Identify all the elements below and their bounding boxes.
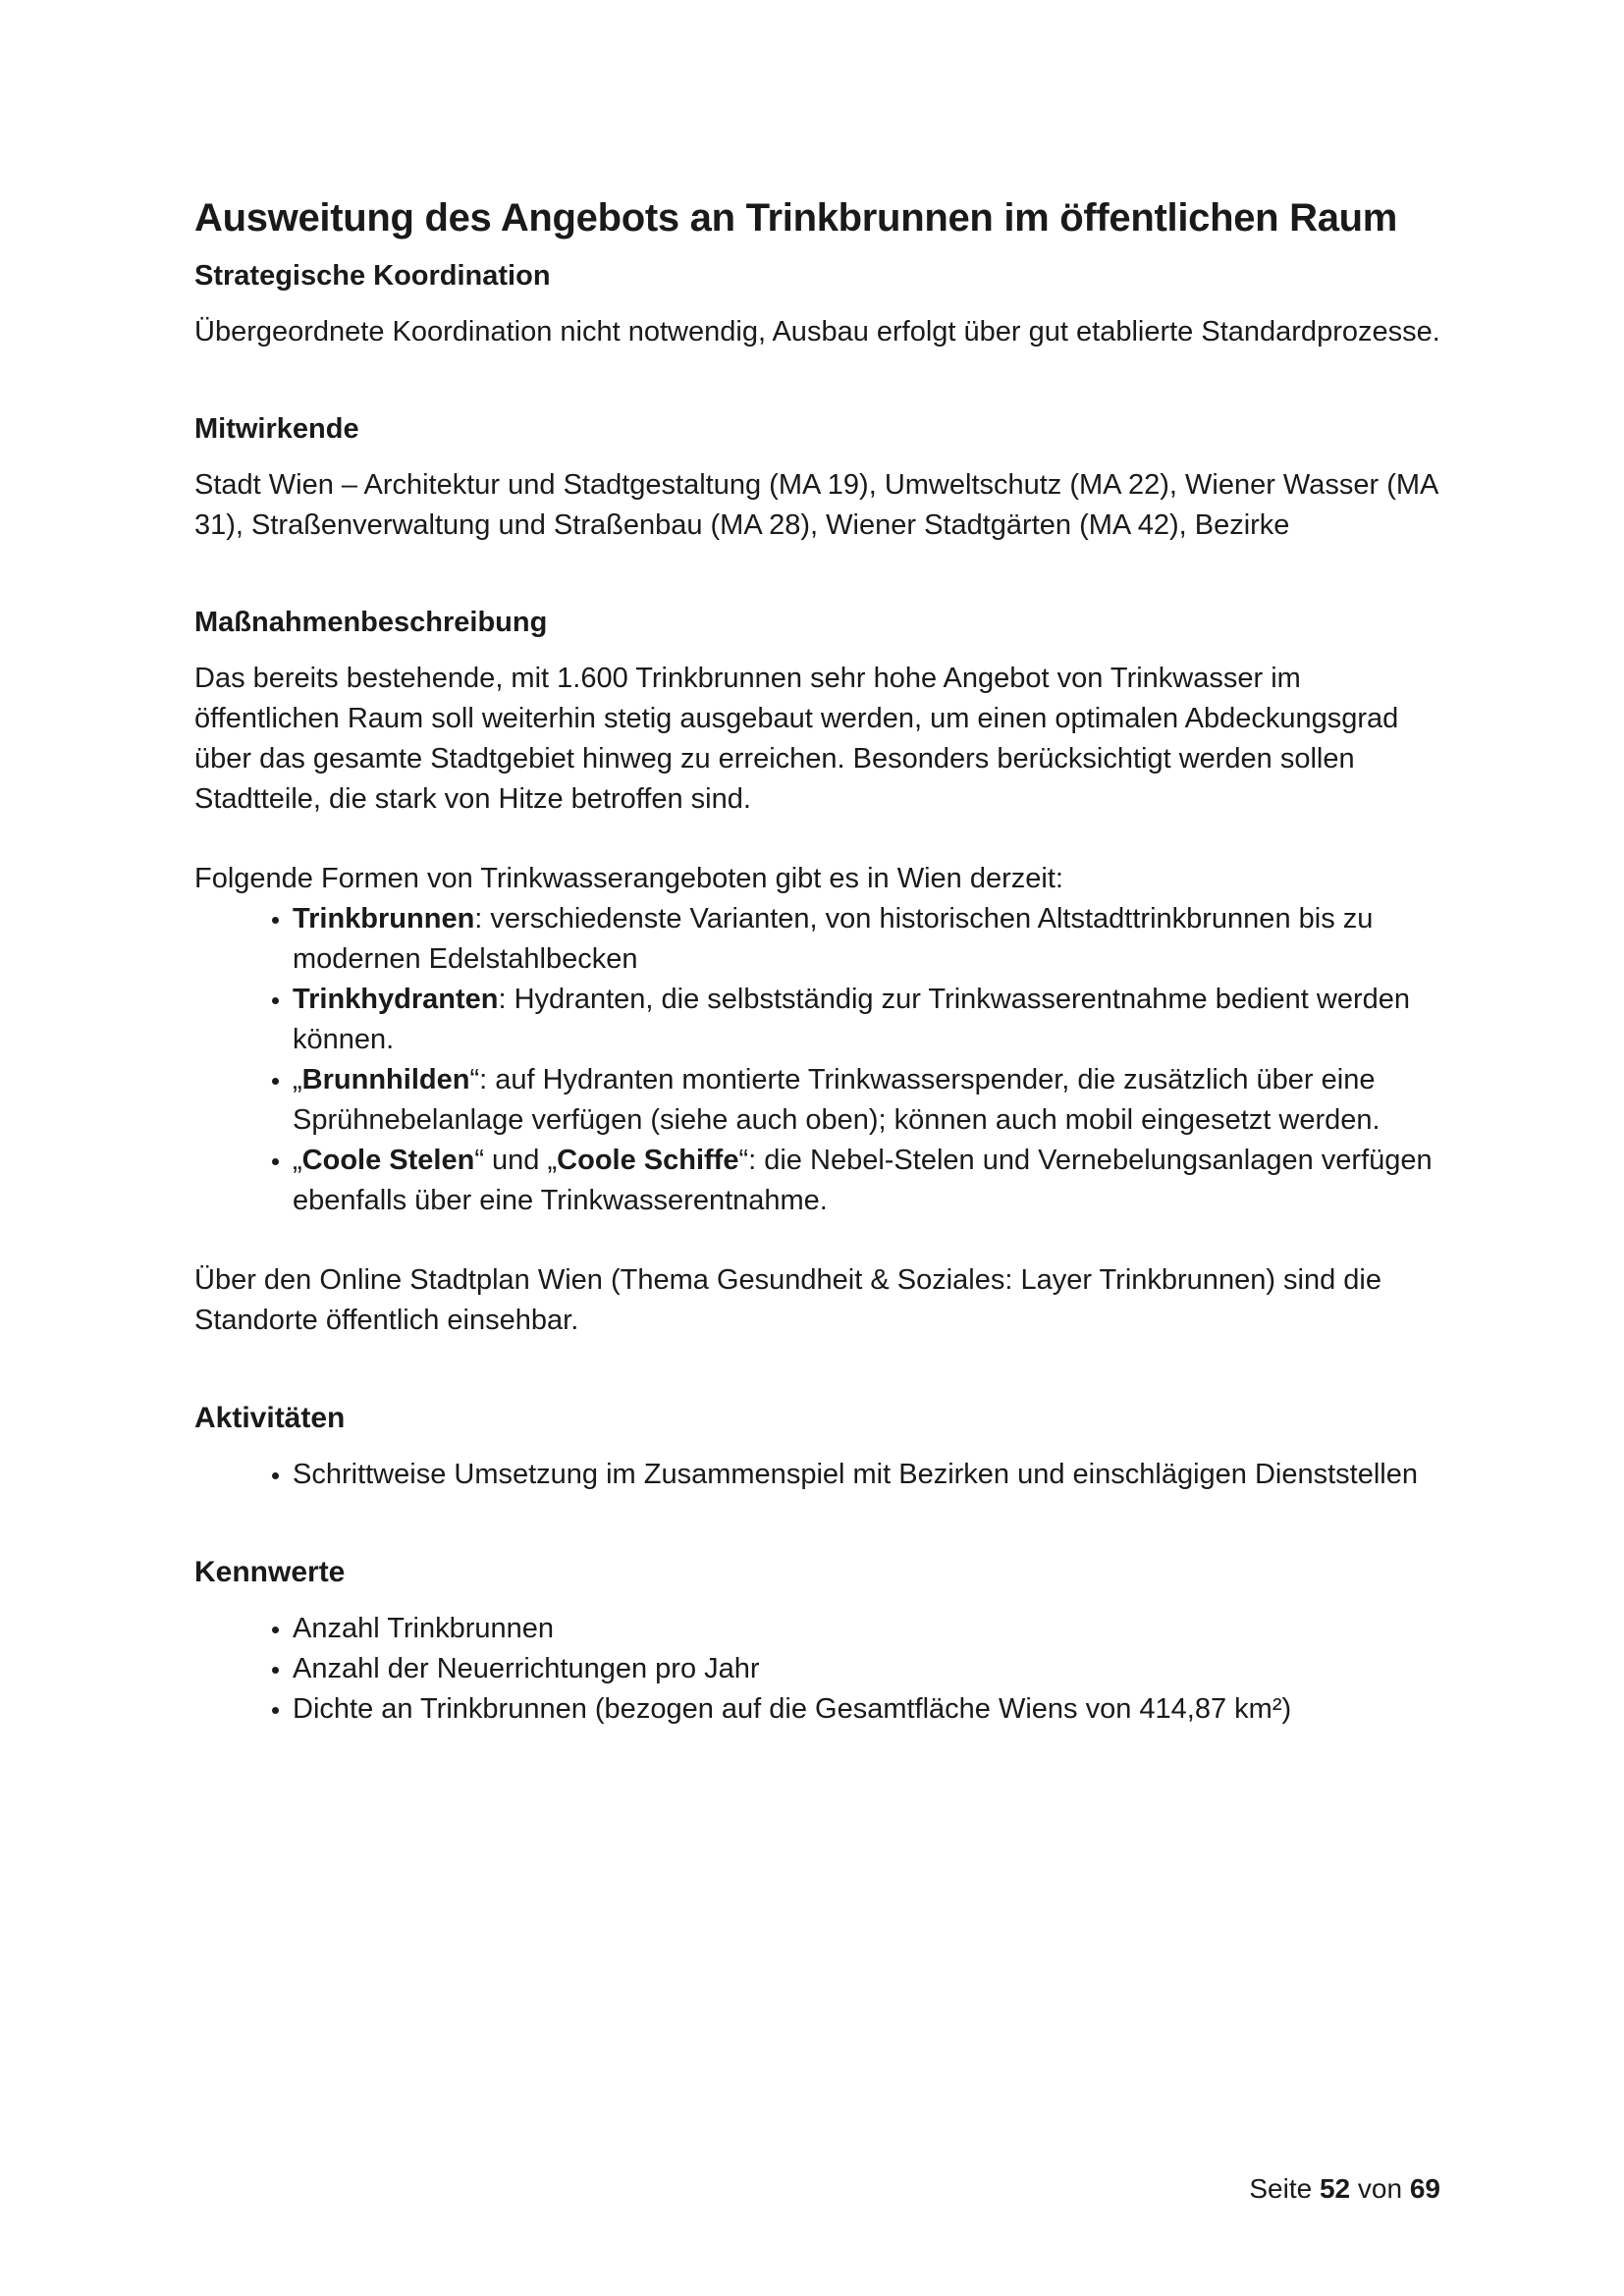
- coordination-heading: Strategische Koordination: [194, 260, 551, 292]
- list-item: • Trinkhydranten: Hydranten, die selbstständig zur Trinkwasserentnahme bedient werden können.: [293, 980, 1441, 1060]
- list-item: • Dichte an Trinkbrunnen (bezogen auf die Gesamtfläche Wiens von 414,87 km²): [293, 1689, 1441, 1730]
- document-page: [194, 196, 1441, 1730]
- participants-text: Stadt Wien – Architektur und Stadtgestaltung (MA 19), Umweltschutz (MA 22), Wiener Wasser (MA 31), Straßenverwaltung und Straßenbau (MA 28), Wiener Stadtgärten (MA 42), Bezirke: [194, 469, 1437, 541]
- indicators-list: [194, 1609, 1441, 1730]
- stadtplan-paragraph: Über den Online Stadtplan Wien (Thema Gesundheit & Soziales: Layer Trinkbrunnen) sind die Standorte öffentlich einsehbar.: [194, 1264, 1381, 1336]
- activities-list: [194, 1455, 1441, 1495]
- activities-heading: Aktivitäten: [194, 1402, 346, 1434]
- list-item: • Schrittweise Umsetzung im Zusammenspiel mit Bezirken und einschlägigen Dienststellen: [293, 1455, 1441, 1495]
- list-item: • „Coole Stelen“ und „Coole Schiffe“: die Nebel-Stelen und Vernebelungsanlagen verfügen ebenfalls über eine Trinkwasserentnahme.: [293, 1141, 1441, 1221]
- indicators-heading: Kennwerte: [194, 1556, 346, 1588]
- list-item: • Anzahl Trinkbrunnen: [293, 1609, 1441, 1649]
- page-number: Seite 52 von 69: [1249, 2173, 1440, 2204]
- list-item: • „Brunnhilden“: auf Hydranten montierte Trinkwasserspender, die zusätzlich über eine Sprühnebelanlage verfügen (siehe auch oben); können auch mobil eingesetzt werden.: [293, 1060, 1441, 1141]
- description-heading: Maßnahmenbeschreibung: [194, 607, 548, 638]
- page-title: Ausweitung des Angebots an Trinkbrunnen im öffentlichen Raum: [194, 196, 1398, 240]
- list-item: • Trinkbrunnen: verschiedenste Varianten, von historischen Altstadttrinkbrunnen bis zu modernen Edelstahlbecken: [293, 899, 1441, 980]
- coordination-text: Übergeordnete Koordination nicht notwendig, Ausbau erfolgt über gut etablierte Standardprozesse.: [194, 316, 1440, 347]
- participants-heading: Mitwirkende: [194, 413, 359, 445]
- forms-intro: Folgende Formen von Trinkwasserangeboten gibt es in Wien derzeit:: [194, 863, 1063, 894]
- list-item: • Anzahl der Neuerrichtungen pro Jahr: [293, 1649, 1441, 1689]
- forms-list: [194, 899, 1441, 1221]
- description-paragraph: Das bereits bestehende, mit 1.600 Trinkbrunnen sehr hohe Angebot von Trinkwasser im öffentlichen Raum soll weiterhin stetig ausgebaut werden, um einen optimalen Abdeckungsgrad über das gesamte Stadtgebiet hinweg zu erreichen. Besonders berücksichtigt werden sollen Stadtteile, die stark von Hitze betroffen sind.: [194, 663, 1399, 815]
